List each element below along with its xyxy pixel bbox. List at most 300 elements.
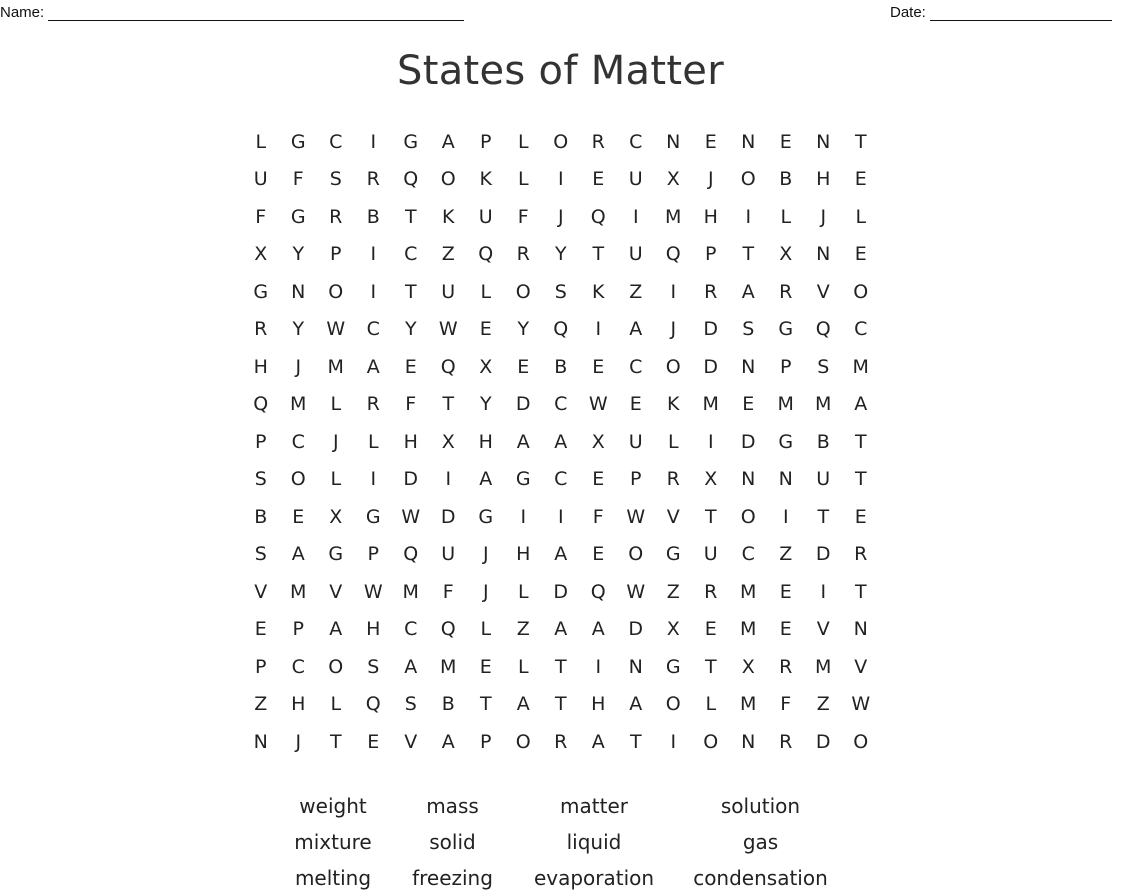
grid-letter[interactable]: K (479, 168, 492, 191)
grid-letter[interactable]: V (404, 730, 418, 753)
grid-letter[interactable]: O (290, 468, 306, 491)
grid-letter[interactable]: M (740, 618, 757, 641)
grid-letter[interactable]: L (330, 393, 342, 416)
grid-letter[interactable]: I (632, 205, 639, 228)
grid-letter[interactable]: T (479, 693, 492, 716)
grid-letter[interactable]: L (517, 580, 529, 603)
grid-letter[interactable]: J (482, 580, 489, 603)
grid-letter[interactable]: M (815, 655, 832, 678)
grid-letter[interactable]: J (482, 543, 489, 566)
grid-letter[interactable]: I (595, 318, 602, 341)
grid-letter[interactable]: T (854, 468, 867, 491)
grid-letter[interactable]: A (479, 468, 493, 491)
name-field[interactable] (0, 4, 464, 21)
grid-letter[interactable]: M (402, 580, 419, 603)
grid-letter[interactable]: W (438, 318, 458, 341)
grid-letter[interactable]: Y (292, 318, 305, 341)
grid-letter[interactable]: O (515, 730, 531, 753)
grid-letter[interactable]: M (777, 393, 794, 416)
grid-letter[interactable]: I (707, 430, 714, 453)
grid-letter[interactable]: T (404, 280, 417, 303)
grid-letter[interactable]: Z (666, 580, 680, 603)
grid-letter[interactable]: R (854, 543, 868, 566)
grid-letter[interactable]: S (742, 318, 755, 341)
grid-letter[interactable]: X (479, 355, 493, 378)
grid-letter[interactable]: L (517, 655, 529, 678)
grid-letter[interactable]: M (665, 205, 682, 228)
grid-letter[interactable]: A (516, 693, 530, 716)
grid-letter[interactable]: Q (590, 580, 606, 603)
grid-letter[interactable]: G (365, 505, 381, 528)
grid-letter[interactable]: G (253, 280, 269, 303)
grid-letter[interactable]: A (629, 693, 643, 716)
grid-letter[interactable]: Q (815, 318, 831, 341)
grid-letter[interactable]: H (253, 355, 268, 378)
grid-letter[interactable]: T (629, 730, 642, 753)
grid-letter[interactable]: M (740, 693, 757, 716)
grid-letter[interactable]: Q (403, 543, 419, 566)
grid-letter[interactable]: M (702, 393, 719, 416)
grid-letter[interactable]: K (667, 393, 680, 416)
grid-letter[interactable]: L (855, 205, 867, 228)
grid-letter[interactable]: C (366, 318, 380, 341)
grid-letter[interactable]: W (626, 580, 646, 603)
grid-letter[interactable]: E (292, 505, 305, 528)
grid-letter[interactable]: X (591, 430, 605, 453)
grid-letter[interactable]: B (366, 205, 380, 228)
grid-letter[interactable]: R (329, 205, 343, 228)
grid-letter[interactable]: T (592, 243, 605, 266)
grid-letter[interactable]: Q (665, 243, 681, 266)
grid-letter[interactable]: I (670, 280, 677, 303)
grid-letter[interactable]: T (704, 655, 717, 678)
grid-letter[interactable]: I (745, 205, 752, 228)
grid-letter[interactable]: I (557, 168, 564, 191)
grid-letter[interactable]: I (557, 505, 564, 528)
grid-letter[interactable]: W (401, 505, 421, 528)
grid-letter[interactable]: D (515, 393, 531, 416)
grid-letter[interactable]: N (253, 730, 268, 753)
grid-letter[interactable]: X (441, 430, 455, 453)
grid-letter[interactable]: O (440, 168, 456, 191)
grid-letter[interactable]: E (854, 243, 867, 266)
grid-letter[interactable]: T (854, 580, 867, 603)
grid-letter[interactable]: N (741, 730, 756, 753)
word-bank-item: solution (720, 794, 801, 818)
grid-letter[interactable]: A (516, 430, 530, 453)
grid-letter[interactable]: O (628, 543, 644, 566)
grid-letter[interactable]: S (404, 693, 417, 716)
grid-letter[interactable]: I (820, 580, 827, 603)
grid-letter[interactable]: V (329, 580, 343, 603)
grid-letter[interactable]: D (440, 505, 456, 528)
grid-letter[interactable]: F (517, 205, 529, 228)
grid-letter[interactable]: L (705, 693, 717, 716)
grid-letter[interactable]: G (290, 130, 306, 153)
grid-letter[interactable]: R (779, 730, 793, 753)
grid-letter[interactable]: R (366, 393, 380, 416)
grid-letter[interactable]: P (780, 355, 792, 378)
grid-letter[interactable]: I (595, 655, 602, 678)
grid-letter[interactable]: Q (253, 393, 269, 416)
grid-letter[interactable]: S (254, 468, 267, 491)
grid-letter[interactable]: I (520, 505, 527, 528)
grid-letter[interactable]: W (851, 693, 871, 716)
grid-letter[interactable]: I (370, 130, 377, 153)
grid-letter[interactable]: J (295, 355, 302, 378)
grid-letter[interactable]: P (480, 730, 492, 753)
grid-letter[interactable]: I (370, 468, 377, 491)
grid-letter[interactable]: A (404, 655, 418, 678)
grid-letter[interactable]: C (404, 618, 418, 641)
grid-letter[interactable]: N (853, 618, 868, 641)
name-blank-line[interactable] (48, 6, 464, 21)
grid-letter[interactable]: M (290, 580, 307, 603)
grid-letter[interactable]: Z (779, 543, 793, 566)
grid-letter[interactable]: A (554, 618, 568, 641)
grid-letter[interactable]: I (370, 280, 377, 303)
grid-letter[interactable]: M (290, 393, 307, 416)
word-bank-item: weight (299, 794, 367, 818)
grid-letter[interactable]: J (295, 730, 302, 753)
grid-letter[interactable]: O (853, 280, 869, 303)
grid-letter[interactable]: A (591, 618, 605, 641)
grid-letter[interactable]: L (517, 168, 529, 191)
grid-letter[interactable]: I (670, 730, 677, 753)
grid-letter[interactable]: C (741, 543, 755, 566)
grid-letter[interactable]: L (330, 693, 342, 716)
grid-letter[interactable]: E (779, 618, 792, 641)
grid-letter[interactable]: F (255, 205, 267, 228)
grid-letter[interactable]: S (367, 655, 380, 678)
grid-letter[interactable]: R (779, 655, 793, 678)
grid-letter[interactable]: Z (516, 618, 530, 641)
grid-letter[interactable]: D (628, 618, 644, 641)
grid-letter[interactable]: R (516, 243, 530, 266)
grid-letter[interactable]: O (328, 655, 344, 678)
grid-letter[interactable]: L (330, 468, 342, 491)
grid-letter[interactable]: N (816, 243, 831, 266)
grid-letter[interactable]: E (517, 355, 530, 378)
grid-letter[interactable]: G (778, 430, 794, 453)
grid-letter[interactable]: V (254, 580, 268, 603)
grid-letter[interactable]: Q (440, 618, 456, 641)
grid-letter[interactable]: O (853, 730, 869, 753)
grid-letter[interactable]: T (742, 243, 755, 266)
grid-letter[interactable]: L (367, 430, 379, 453)
grid-letter[interactable]: Z (254, 693, 268, 716)
grid-letter[interactable]: X (779, 243, 793, 266)
grid-letter[interactable]: R (591, 130, 605, 153)
grid-letter[interactable]: G (290, 205, 306, 228)
grid-letter[interactable]: W (588, 393, 608, 416)
grid-letter[interactable]: U (816, 468, 831, 491)
grid-letter[interactable]: V (666, 505, 680, 528)
grid-letter[interactable]: Z (441, 243, 455, 266)
grid-letter[interactable]: L (255, 130, 267, 153)
grid-letter[interactable]: C (291, 655, 305, 678)
grid-letter[interactable]: P (292, 618, 304, 641)
grid-letter[interactable]: M (740, 580, 757, 603)
grid-letter[interactable]: F (442, 580, 454, 603)
grid-letter[interactable]: P (255, 655, 267, 678)
grid-letter[interactable]: Y (479, 393, 492, 416)
grid-letter[interactable]: D (815, 543, 831, 566)
grid-letter[interactable]: Q (440, 355, 456, 378)
grid-letter[interactable]: E (592, 168, 605, 191)
grid-letter[interactable]: R (779, 280, 793, 303)
grid-letter[interactable]: L (517, 130, 529, 153)
grid-letter[interactable]: J (820, 205, 827, 228)
grid-letter[interactable]: R (254, 318, 268, 341)
grid-letter[interactable]: G (665, 543, 681, 566)
grid-letter[interactable]: A (366, 355, 380, 378)
grid-letter[interactable]: S (329, 168, 342, 191)
grid-letter[interactable]: T (554, 693, 567, 716)
grid-letter[interactable]: E (629, 393, 642, 416)
grid-letter[interactable]: D (403, 468, 419, 491)
grid-letter[interactable]: R (554, 730, 568, 753)
grid-letter[interactable]: U (628, 243, 643, 266)
grid-letter[interactable]: U (703, 543, 718, 566)
grid-letter[interactable]: E (254, 618, 267, 641)
grid-letter[interactable]: T (704, 505, 717, 528)
grid-letter[interactable]: D (703, 355, 719, 378)
grid-letter[interactable]: O (328, 280, 344, 303)
grid-letter[interactable]: L (480, 618, 492, 641)
grid-letter[interactable]: M (440, 655, 457, 678)
puzzle-title: States of Matter (397, 48, 724, 94)
grid-letter[interactable]: B (779, 168, 793, 191)
grid-letter[interactable]: X (329, 505, 343, 528)
grid-letter[interactable]: C (629, 130, 643, 153)
grid-letter[interactable]: H (816, 168, 831, 191)
date-blank-line[interactable] (930, 6, 1112, 21)
grid-letter[interactable]: V (816, 280, 830, 303)
grid-letter[interactable]: T (817, 505, 830, 528)
grid-letter[interactable]: C (404, 243, 418, 266)
grid-letter[interactable]: M (815, 393, 832, 416)
grid-letter[interactable]: R (704, 580, 718, 603)
grid-letter[interactable]: E (404, 355, 417, 378)
grid-letter[interactable]: G (478, 505, 494, 528)
word-bank-item: evaporation (533, 866, 655, 890)
grid-letter[interactable]: P (705, 243, 717, 266)
grid-letter[interactable]: X (666, 168, 680, 191)
grid-letter[interactable]: A (591, 730, 605, 753)
grid-letter[interactable]: A (329, 618, 343, 641)
grid-letter[interactable]: U (441, 543, 456, 566)
grid-letter[interactable]: B (554, 355, 568, 378)
grid-letter[interactable]: E (779, 130, 792, 153)
grid-letter[interactable]: A (629, 318, 643, 341)
grid-letter[interactable]: Y (292, 243, 305, 266)
grid-letter[interactable]: A (854, 393, 868, 416)
grid-letter[interactable]: E (479, 655, 492, 678)
grid-letter[interactable]: R (366, 168, 380, 191)
grid-letter[interactable]: E (367, 730, 380, 753)
grid-letter[interactable]: F (292, 168, 304, 191)
grid-letter[interactable]: D (553, 580, 569, 603)
grid-letter[interactable]: C (329, 130, 343, 153)
grid-letter[interactable]: S (817, 355, 830, 378)
grid-letter[interactable]: C (291, 430, 305, 453)
grid-letter[interactable]: B (254, 505, 268, 528)
grid-letter[interactable]: A (554, 543, 568, 566)
grid-letter[interactable]: H (591, 693, 606, 716)
grid-letter[interactable]: J (707, 168, 714, 191)
grid-letter[interactable]: F (780, 693, 792, 716)
grid-letter[interactable]: X (254, 243, 268, 266)
grid-letter[interactable]: U (441, 280, 456, 303)
grid-letter[interactable]: W (326, 318, 346, 341)
grid-letter[interactable]: F (405, 393, 417, 416)
grid-letter[interactable]: T (554, 655, 567, 678)
grid-letter[interactable]: E (779, 580, 792, 603)
grid-letter[interactable]: N (741, 130, 756, 153)
grid-letter[interactable]: K (592, 280, 605, 303)
grid-letter[interactable]: D (703, 318, 719, 341)
grid-letter[interactable]: H (703, 205, 718, 228)
grid-letter[interactable]: L (780, 205, 792, 228)
grid-letter[interactable]: V (854, 655, 868, 678)
grid-letter[interactable]: E (592, 543, 605, 566)
grid-letter[interactable]: O (740, 505, 756, 528)
grid-letter[interactable]: E (742, 393, 755, 416)
grid-letter[interactable]: I (370, 243, 377, 266)
grid-letter[interactable]: Q (590, 205, 606, 228)
grid-letter[interactable]: R (666, 468, 680, 491)
grid-letter[interactable]: A (291, 543, 305, 566)
grid-letter[interactable]: T (854, 130, 867, 153)
grid-letter[interactable]: T (329, 730, 342, 753)
grid-letter[interactable]: H (366, 618, 381, 641)
grid-letter[interactable]: J (557, 205, 564, 228)
grid-letter[interactable]: E (854, 505, 867, 528)
grid-letter[interactable]: P (480, 130, 492, 153)
grid-letter[interactable]: U (253, 168, 268, 191)
grid-letter[interactable]: I (445, 468, 452, 491)
grid-letter[interactable]: M (852, 355, 869, 378)
grid-letter[interactable]: E (479, 318, 492, 341)
grid-letter[interactable]: S (254, 543, 267, 566)
word-bank-item: condensation (693, 866, 828, 890)
grid-letter[interactable]: A (441, 130, 455, 153)
grid-letter[interactable]: N (778, 468, 793, 491)
date-field[interactable] (890, 4, 1112, 21)
grid-letter[interactable]: N (628, 655, 643, 678)
grid-letter[interactable]: Q (478, 243, 494, 266)
grid-letter[interactable]: V (816, 618, 830, 641)
grid-letter[interactable]: T (854, 430, 867, 453)
word-bank-item: matter (560, 794, 628, 818)
grid-letter[interactable]: G (665, 655, 681, 678)
grid-letter[interactable]: W (363, 580, 383, 603)
grid-letter[interactable]: G (778, 318, 794, 341)
grid-letter[interactable]: M (327, 355, 344, 378)
grid-letter[interactable]: W (626, 505, 646, 528)
grid-letter[interactable]: A (554, 430, 568, 453)
grid-letter[interactable]: B (816, 430, 830, 453)
grid-letter[interactable]: K (442, 205, 455, 228)
word-bank-item: mass (426, 794, 479, 818)
grid-letter[interactable]: O (703, 730, 719, 753)
grid-letter[interactable]: A (441, 730, 455, 753)
grid-letter[interactable]: X (666, 618, 680, 641)
grid-letter[interactable]: L (480, 280, 492, 303)
grid-letter[interactable]: Y (517, 318, 530, 341)
grid-letter[interactable]: D (815, 730, 831, 753)
grid-letter[interactable]: C (554, 393, 568, 416)
grid-letter[interactable]: U (628, 168, 643, 191)
grid-letter[interactable]: T (442, 393, 455, 416)
grid-letter[interactable]: E (854, 168, 867, 191)
grid-letter[interactable]: R (704, 280, 718, 303)
grid-letter[interactable]: X (741, 655, 755, 678)
grid-letter[interactable]: G (328, 543, 344, 566)
grid-letter[interactable]: P (630, 468, 642, 491)
grid-letter[interactable]: L (667, 430, 679, 453)
grid-letter[interactable]: Z (816, 693, 830, 716)
grid-letter[interactable]: E (704, 130, 717, 153)
grid-letter[interactable]: A (741, 280, 755, 303)
grid-letter[interactable]: J (332, 430, 339, 453)
grid-letter[interactable]: Z (629, 280, 643, 303)
grid-letter[interactable]: N (741, 355, 756, 378)
grid-letter[interactable]: N (741, 468, 756, 491)
grid-letter[interactable]: G (403, 130, 419, 153)
grid-letter[interactable]: O (665, 693, 681, 716)
grid-letter[interactable]: U (628, 430, 643, 453)
grid-letter[interactable]: E (592, 355, 605, 378)
grid-letter[interactable]: H (478, 430, 493, 453)
grid-letter[interactable]: G (515, 468, 531, 491)
grid-letter[interactable]: O (740, 168, 756, 191)
grid-letter[interactable]: C (854, 318, 868, 341)
grid-letter[interactable]: B (441, 693, 455, 716)
grid-letter[interactable]: H (403, 430, 418, 453)
grid-letter[interactable]: C (629, 355, 643, 378)
grid-letter[interactable]: P (330, 243, 342, 266)
grid-letter[interactable]: E (592, 468, 605, 491)
grid-letter[interactable]: O (665, 355, 681, 378)
grid-letter[interactable]: H (291, 693, 306, 716)
grid-letter[interactable]: P (255, 430, 267, 453)
grid-letter[interactable]: X (704, 468, 718, 491)
grid-letter[interactable]: U (478, 205, 493, 228)
grid-letter[interactable]: S (554, 280, 567, 303)
grid-letter[interactable]: Y (554, 243, 567, 266)
grid-letter[interactable]: O (515, 280, 531, 303)
grid-letter[interactable]: N (816, 130, 831, 153)
grid-letter[interactable]: Q (365, 693, 381, 716)
grid-letter[interactable]: D (740, 430, 756, 453)
grid-letter[interactable]: P (367, 543, 379, 566)
grid-letter[interactable]: F (592, 505, 604, 528)
grid-letter[interactable]: C (554, 468, 568, 491)
grid-letter[interactable]: E (704, 618, 717, 641)
grid-letter[interactable]: N (291, 280, 306, 303)
grid-letter[interactable]: T (404, 205, 417, 228)
grid-letter[interactable]: H (516, 543, 531, 566)
grid-letter[interactable]: J (670, 318, 677, 341)
grid-letter[interactable]: Q (403, 168, 419, 191)
grid-letter[interactable]: I (782, 505, 789, 528)
grid-letter[interactable]: N (666, 130, 681, 153)
grid-letter[interactable]: O (553, 130, 569, 153)
grid-letter[interactable]: Y (404, 318, 417, 341)
grid-letter[interactable]: Q (553, 318, 569, 341)
